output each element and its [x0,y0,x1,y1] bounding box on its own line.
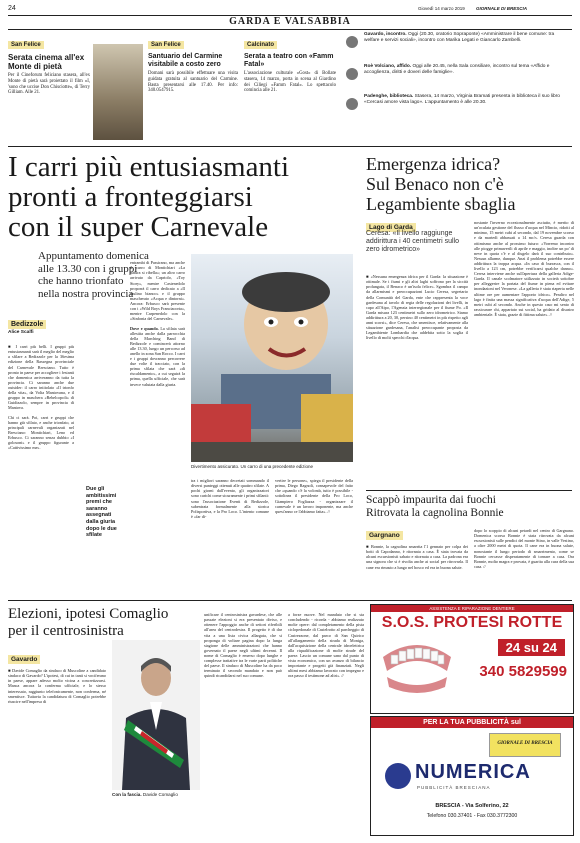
page-number: 24 [8,5,16,12]
body-column [275,474,353,518]
brief-teatro [244,33,336,94]
paragraph: ■ Bonnie, la cagnolina smarrita l'1 gennaio per colpa dei botti di Capodanno, è ritornata a casa. È stata trovata da alcuni escursionisti sabato e ritornata a casa. La padrona era una signora che si è rivolta anche ai social per ritrovarla. Il cane era rimasto a lungo nel bosco ed era in buona salute. [366,544,468,570]
headline-line: pronti a fronteggiarsi [8,181,253,213]
lake-quote: Ceresa: «Il livello raggiunge addirittura i 40 centimetri sullo zero idrometrico» [366,230,459,253]
brief-title: Santuario del Carmine visitabile a costo zero [148,53,223,68]
headline-line: con il super Carnevale [8,211,269,243]
brief-santuario [148,33,238,94]
body-column [8,664,106,708]
section-title: GARDA E VALSABBIA [229,16,351,27]
agenda-body: Stasera, 14 marzo, Virginia Bramati presenta in biblioteca il suo libro «Cercasi amore vista lago». L'appuntamento è alle 20.30. [364,94,560,105]
agenda-box [344,32,572,144]
ad-top-line: ASSISTENZA E RIPARAZIONE DENTIERE [371,605,573,612]
brief-kicker: San Felice [8,41,44,49]
newspaper-logo-text: GIORNALE DI BRESCIA [497,741,553,746]
paragraph: Chi ci sarà. Poi, carri e gruppi che hanno già sfilato, e anche trionfato, ai principali carnevali organizzati nel Bresciano: Montichiari, Leno ed Erbusco. Ci saranno senza dubbio «I golosoni» e il gruppo figurante a «Cattivissimo me». [8,414,74,451]
agenda-title: Roè Volciano, affido. [364,64,412,69]
masthead-name: GIORNALE DI BRESCIA [476,6,528,11]
pull-quote: Due gli ambitissimi premi che saranno assegnati dalla giuria dopo le due sfilate [86,486,117,539]
article-kicker: Lago di Garda [366,223,416,232]
paragraph: nostante l'inverno eccezionalmente asciutto, è merito di un'oculata gestione del flusso d'acqua nel Mincio, ridotti al minimo, 15 metri cubi al secondo, dal 19 novembre scorso e da martedì abbassati a 14 mc/s. Ceresa guarda con ottimismo anche al prossimo futuro: «Vorremo incontro alle piogge primaverili di aprile e maggio, inoltre un po' di neve in quota c'è e al disgelo darà il suo contributo». Nessun allarme, dunque. Anzi il problema potrebbe essere addirittura la troppa acqua. «In caso di burrasca, con il livello a 123 cm, potrebbe verificarsi qualche danno». Ceresa interviene anche sull'apertura della galleria Adige-Garda. Il canale scolmatore utilizzato in società sottobre per alleggerire la portata del fiume in piena ed evitare inondazioni nel Veronese. «La galleria è stata riaperta nelle ultime ore per aumentare l'apporto idrico». Peraltro nel lago è finita una massa significativa d'acqua dell'Adige, 5 metri cubi al secondo. Anche in questo caso mi sento di rassicurare chi, appartato sui social, ha gridato al disastro ambientale. È stata, grazie di fittima salute». // [474,220,574,317]
agenda-dot-icon [346,36,358,48]
headline-line: I carri più entusiasmanti [8,151,290,183]
body-column [191,474,269,523]
sub-line: nella nostra provincia [38,287,134,300]
ad-phone: Telefono 030.37401 - Fax 030.3772300 [426,813,518,819]
article-kicker: Gargnano [366,531,403,540]
sub-line: che hanno trionfato [38,275,124,287]
agenda-title: Padenghe, biblioteca. [364,94,414,99]
mayor-photo [112,640,200,790]
brief-title: Serata a teatro con «Famm Fatal» [244,53,334,68]
ad-phone: 340 5829599 [479,663,567,680]
agenda-dot-icon [346,68,358,80]
caption-lead: Con la fascia. [112,792,142,797]
body-column [366,270,468,345]
paragraph: tra i migliori saranno decretati sommando il diversi punteggi ottenuti alle quattro sfilate. A pochi giorni dall'evento, gli organizzatori sono carichi come sicuramente i primi sfilanti: sono l'associazione Eventi di Bedizzole, subentrata formalmente alla storica Polisportiva, e la Pro Loco. L'intento comune è «far di- [191,478,269,519]
paragraph: dopo lo scoppio di alcuni petardi nel centro di Gargnano. Domenica scorsa Bonnie è stata ritrovata da alcuni escursionisti sulle pendici del monte Stino, in valle Vestino, a oltre 2000 metri di quota. Il cane era in buona salute, nonostante il lungo periodo di smarrimento, come se Bonnie cercasse disperatamente di tornare a casa. Ora Bonnie, molto magra e provata, è guarita alla cura della sua casa. // [474,528,574,569]
body-column [474,216,574,321]
newspaper-logo [489,733,561,757]
ad-protesi [370,604,574,714]
ad-brand-sub: PUBBLICITÀ BRESCIANA [417,785,491,790]
brief-kicker: Calcinato [244,41,277,49]
brief-photo-don-quixote [93,44,143,140]
paragraph: La sfilata sarà allestita anche dalla parrocchia della Marching Band di Bedizzole e comincerà attorno alle 13.30, lungo un percorso ad anello in zona San Rocco. I carri e i gruppi dovranno percorrere due volte il tracciato, con la prima sfilata che sarà «di riscaldamento», a cui seguirà la prima, quella ufficiale, che sarà invece valutata dalla giuria. [130,325,185,387]
photo-caption: Divertimento assicurato. Un carro di una precedente edizione [191,464,314,469]
paragraph: ■ Davide Comaglio da sindaco di Muscoline a candidato sindaco di Gavardo? L'ipotesi, di cui in tanti si vociferano in paese, appare adesso molto vicina a concretizzarsi. Manca ancora la conferma ufficiale, e lo stesso interessato, raggiunto telefonicamente, non conferma, né smentisce. Tuttavia la candidatura di Comaglio potrebbe riuscire nell'impresa di [8,668,106,704]
brief-body: Per il Cineforum feliciano stasera, all'ex Monte di pietà sarà proiettato il film «I, 'sono che uccise Don Chisciotte», di Terry Gilliam. Alle 21. [8,73,90,96]
agenda-title: Gavardo, incontro. [364,32,407,37]
paragraph: a forze nuove. Nel mandato che si sta concludendo - ricorda - abbiamo realizzato molte opere: dal completamento della pista ciclopedonale di Castelrotto al parcheggio di Castrezzone, dal parco di San Quirico all'allargamento della strada di Moniga, dall'acquisizione della centrale idroelettrica alla riqualificazione di molte strade del paese. Lascio un comune sano dal punto di vista economico, con un avanzo di bilancio importante e progetti già finanziati. Negli ultimi mesi abbiamo lavorato con impegno e ora passo il testimone ad altri». // [288,612,364,679]
brief-title: Serata cinema all'ex Monte di pietà [8,53,85,71]
agenda-body: Oggi alle 20.45, nella Sala consiliare, incontro sul tema «Affido e accoglienza, diritti e doveri delle famiglie». [364,64,550,75]
headline-line: Emergenza idrica? [366,154,501,174]
body-column [8,340,74,454]
headline-line: Scappò impaurita dai fuochi [366,494,496,506]
denture-photo [377,637,457,695]
headline-line: Elezioni, ipotesi Comaglio [8,606,169,622]
agenda-dot-icon [346,98,358,110]
headline-line: per il centrosinistra [8,623,124,639]
dog-headline [366,494,576,520]
carnival-float-photo [191,254,353,462]
headline-line: Sul Benaco non c'è [366,174,504,194]
brief-kicker: San Felice [148,41,184,49]
article-kicker: Bedizzole [8,320,46,329]
caption-text: Davide Comaglio [142,792,178,797]
body-column [288,608,364,683]
article-kicker: Gavardo [8,655,40,664]
author: Alice Scalfi [8,330,34,335]
sub-line: Appuntamento domenica [38,250,149,262]
paragraph: ■ «Nessuna emergenza idrica per il Garda: la situazione è ottimale. Se i fiumi e gli altri laghi soffrono per la siccità prolungata, il Benaco è un'isola felice». Sgombra il campo da allarmismi e preoccupazioni Lucio Ceresa, segretario della Comunità del Garda, ente che rappresenta la voce gardesana al tavolo di regia delle regolazioni dei livelli, in capo all'Aipo, l'Agenzia interregionale per il fiume Po. «Il Garda misura 123 centimetri sullo zero idrometrico. Siamo addirittura a 20, 30, persino 40 centimetri in più rispetto agli anni scorsi», dice Ceresa, che smentisce, relativamente alla situazione gardesana, l'analisi preoccupante proposta da Legambiente Lombardia che addebita sotto la soglia il livello di molti specchi d'acqua. [366,274,468,341]
lake-headline [366,154,576,214]
ad-top-line: PER LA TUA PUBBLICITÀ sul [371,717,573,728]
paragraph: vertire le persone», spiega il presidente della prima, Diego Ragnoli, consapevole del fatto che «quando c'è la volontà, tutto è possibile - sottolinea il presidente della Pro Loco, Giampiero Fogliazza - organizzare il carnevale è un lavoro imponente, ma anche quest'anno ce l'abbiamo fatta». // [275,478,353,514]
ad-brand: NUMERICA [415,761,531,783]
brief-body: L'associazione culturale «Gost» di Bollate stasera, 14 marzo, porta in scena al Giardino dei Ciliegi «Famm Fatal». Lo spettacolo comincia alle 21. [244,71,336,94]
body-column [130,256,185,391]
ad-address: BRESCIA - Via Solferino, 22 [435,803,509,809]
headline-line: Legambiente sbaglia [366,194,516,214]
date-line: Giovedì 14 marzo 2019 [418,6,465,11]
sub-line: alle 13.30 con i gruppi [38,262,138,275]
ad-hours: 24 su 24 [498,639,565,656]
paragraph-lead: Dove e quando. [130,325,159,331]
ad-numerica [370,716,574,836]
paragraph: entrambi di Passirano, ma anche il carro di Montichiari «La natura si ribella»; un altro carro arrivato da Capriolo, «Toy Story», mentre Castenedolo proporrà il carro dedicato a «Il mulino bianco» e il gruppo mascherato «Acqua e dintorni». Ancora: Erbusco sarà presente con i «Wild Boys Franciacorta», mentre Carpenedolo con la «Sinfonia del Carnevale». [130,260,185,322]
main-headline [8,152,353,242]
body-column [204,608,282,683]
ad-title: S.O.S. PROTESI ROTTE [381,614,563,631]
paragraph: unificare il centrosinistra gavardese, che alle passate elezioni si era presentato diviso, e ottenere l'appoggio anche di settori riferibili all'area del centrodestra. Il progetto è di dar vita a una lista civica allargata, che si proponga di voltare pagina dopo la lunga stagione delle amministrazioni che hanno governato il paese negli ultimi decenni. Il nome di Comaglio è emerso dopo lunghe e complesse trattative tra le varie parti politiche del paese. Il sindaco di Muscoline ha da poco terminato il secondo mandato e non può quindi ricandidarsi nel suo comune. [204,612,282,679]
agenda-body: Oggi (20.30, oratorio Sopraponte) «Amministrare il bene comune: tra welfare e servizi sociali», incontro con Marika Legati e Giancarlo Zambelli. [364,32,555,43]
body-column [474,524,574,573]
brief-body: Domani sarà possibile effettuare una visita guidata gratuita al santuario del Carmine. Basta presentarsi alle 17.40. Per info: 340.0547915. [148,71,238,94]
paragraph: ■ I carri più belli. I gruppi più entusiasmanti sarà il meglio del meglio a sfilare a Bedizzole per la 36esima edizione della Rassegna provinciale del Carnevale Bresciano. Tutto è pronto in paese per accogliere i festanti che domenica arriveranno da tutta la provincia. Ci saranno anche due outsider: il carro intitolato «Il trionfo della vita», da Volta Mantovana, e il gruppo in maschera «Rebelcopoli» di Guidizzolo, sempre in provincia di Mantova. [8,344,74,411]
numerica-icon [385,763,411,789]
body-column [366,540,468,574]
photo-caption [112,792,207,797]
headline-line: Ritrovata la cagnolina Bonnie [366,507,504,519]
